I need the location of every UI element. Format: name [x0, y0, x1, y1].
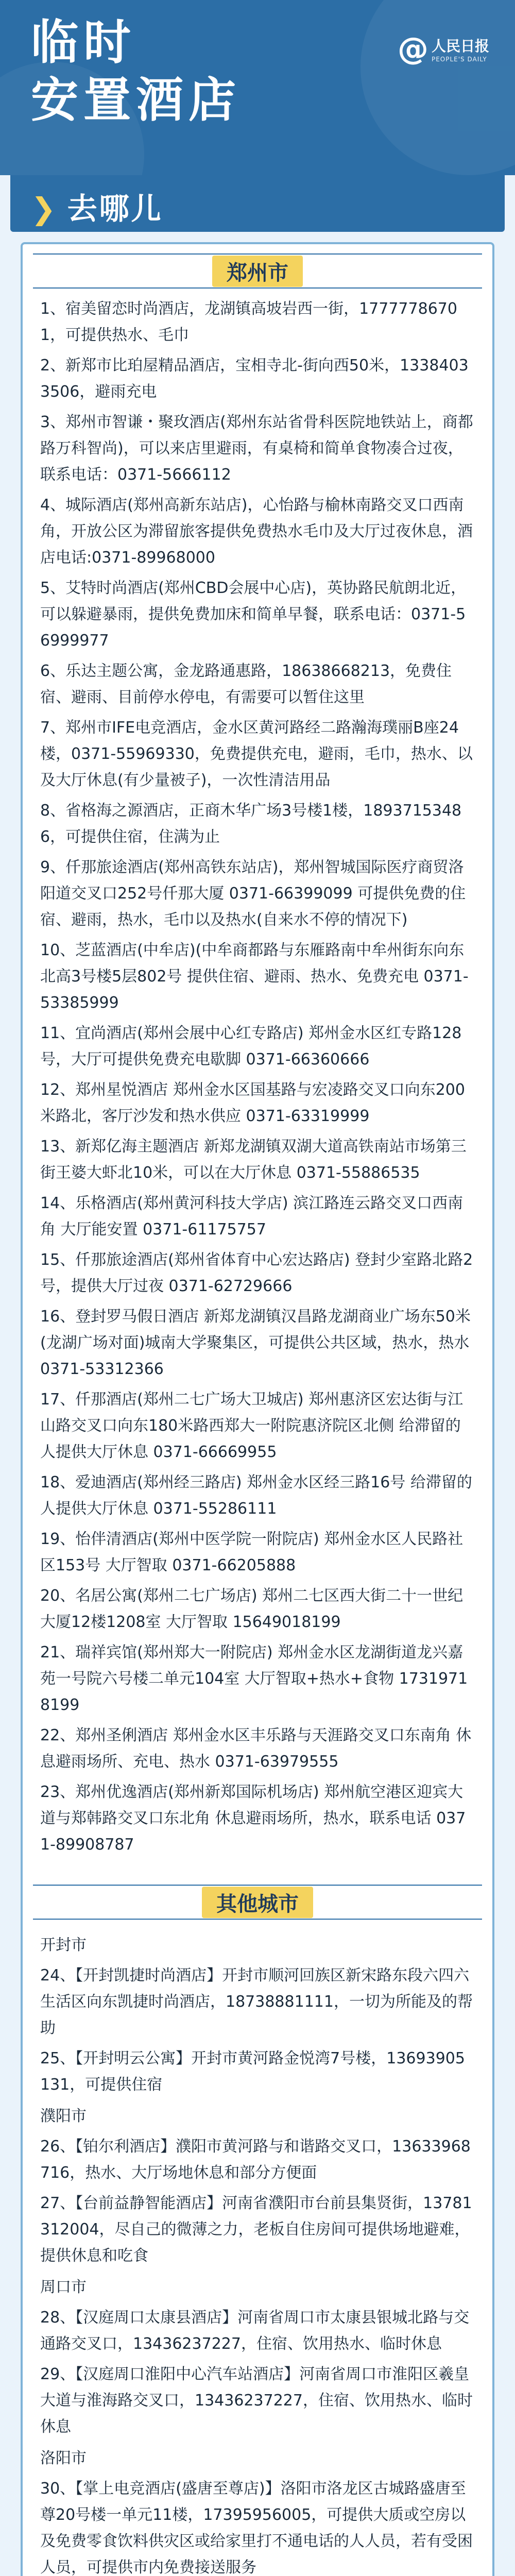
- hotel-list-item: 6、乐达主题公寓，金龙路通惠路，18638668213，免费住宿、避雨、目前停水停电，有需要可以暂住这里: [40, 662, 452, 706]
- region-name: 洛阳市: [40, 2449, 87, 2467]
- hotel-list-item: 5、艾特时尚酒店(郑州CBD会展中心店)，英协路民航朗北近，可以躲避暴雨，提供免费加床和简单早餐，联系电话：0371-56999977: [40, 579, 467, 650]
- hotel-list-item: 18、爱迪酒店(郑州经三路店) 郑州金水区经三路16号 给滞留的人提供大厅休息 0371-55286111: [40, 1473, 472, 1518]
- city-label: 郑州市: [212, 256, 303, 287]
- hotel-list-item: 23、郑州优逸酒店(郑州新郑国际机场店) 郑州航空港区迎宾大道与郑韩路交叉口东北角 休息避雨场所，热水，联系电话 0371-89908787: [40, 1783, 466, 1854]
- hotel-list-item: 22、郑州圣俐酒店 郑州金水区丰乐路与天涯路交叉口东南角 休息避雨场所、充电、热水 0371-63979555: [40, 1726, 472, 1771]
- hotel-list-item: 30、【掌上电竞酒店(盛唐至尊店)】洛阳市洛龙区古城路盛唐至尊20号楼一单元11楼，17395956005，可提供大质或空房以及免费零食饮料供灾区或给家里打不通电话的人人员，若有受困人员，可提供市内免费接送服务: [40, 2480, 473, 2576]
- hotel-list-item: 19、怡伴清酒店(郑州中医学院一附院店) 郑州金水区人民路社区153号 大厅智取 0371-66205888: [40, 1530, 464, 1574]
- page-title-line2: 安置酒店: [31, 73, 242, 128]
- region-name: 开封市: [40, 1936, 87, 1954]
- hotel-list-item: 20、名居公寓(郑州二七广场店) 郑州二七区西大街二十一世纪大厦12楼1208室 大厅智取 15649018199: [40, 1587, 464, 1631]
- section-title-text: 去哪儿: [67, 191, 163, 226]
- hotel-list-item: 15、仟那旅途酒店(郑州省体育中心宏达路店) 登封少室路北路2号，提供大厅过夜 0371-62729666: [40, 1251, 473, 1295]
- region-name: 濮阳市: [40, 2107, 87, 2125]
- other-cities-hotel-list: [23, 1920, 492, 2576]
- hotel-list-item: 17、仟那酒店(郑州二七广场大卫城店) 郑州惠济区宏达街与江山路交叉口向东180米路西郑大一附院惠济院区北侧 给滞留的人提供大厅休息 0371-66669955: [40, 1391, 464, 1461]
- logo-text-en: PEOPLE'S DAILY: [431, 56, 487, 63]
- hotel-list-item: 28、【汉庭周口太康县酒店】河南省周口市太康县银城北路与交通路交叉口，13436237227，住宿、饮用热水、临时休息: [40, 2309, 470, 2353]
- hotel-list-item: 16、登封罗马假日酒店 新郑龙湖镇汉昌路龙湖商业广场东50米(龙湖广场对面)城南大学聚集区，可提供公共区域，热水，热水 0371-53312366: [40, 1308, 471, 1378]
- zhengzhou-hotel-list: [23, 289, 492, 1858]
- logo-text-cn: 人民日报: [431, 38, 489, 55]
- hotel-list-card: [21, 242, 494, 2576]
- page-title-line1: 临时: [31, 15, 136, 70]
- hotel-list-item: 8、省格海之源酒店，正商木华广场3号楼1楼，18937153486，可提供住宿，住满为止: [40, 802, 462, 846]
- hotel-list-item: 12、郑州星悦酒店 郑州金水区国基路与宏凌路交叉口向东200米路北，客厅沙发和热水供应 0371-63319999: [40, 1081, 465, 1125]
- hotel-list-item: 3、郑州市智谦・聚玫酒店(郑州东站省骨科医院地铁站上，商都路万科智尚)，可以来店里避雨，有桌椅和简单食物凑合过夜，联系电话：0371-5666112: [40, 413, 473, 484]
- hotel-list-item: 10、芝蓝酒店(中牟店)(中牟商都路与东雁路南中牟州街东向东北高3号楼5层802号 提供住宿、避雨、热水、免费充电 0371-53385999: [40, 941, 469, 1012]
- hotel-list-item: 2、新郑市比珀屋精品酒店，宝相寺北-街向西50米，13384033506，避雨充电: [40, 357, 469, 401]
- hotel-list-item: 11、宜尚酒店(郑州会展中心红专路店) 郑州金水区红专路128号，大厅可提供免费充电歇脚 0371-66360666: [40, 1024, 462, 1069]
- peoples-daily-logo: [398, 31, 489, 67]
- hotel-list-item: 14、乐格酒店(郑州黄河科技大学店) 滨江路连云路交叉口西南角 大厅能安置 0371-61175757: [40, 1194, 464, 1239]
- region-name: 周口市: [40, 2278, 87, 2296]
- hotel-list-item: 24、【开封凯捷时尚酒店】开封市顺河回族区新宋路东段六四六生活区向东凯捷时尚酒店，18738881111，一切为所能及的帮助: [40, 1967, 473, 2037]
- section-heading-bar: [10, 175, 505, 232]
- hotel-list-item: 4、城际酒店(郑州高新东站店)，心怡路与榆林南路交叉口西南角，开放公区为滞留旅客提供免费热水毛巾及大厅过夜休息，酒店电话:0371-89968000: [40, 496, 473, 567]
- header-banner: [0, 0, 515, 175]
- hotel-list-item: 21、瑞祥宾馆(郑州郑大一附院店) 郑州金水区龙湖街道龙兴嘉苑一号院六号楼二单元104室 大厅智取+热水+食物 17319718199: [40, 1643, 468, 1714]
- city-label: 其他城市: [202, 1887, 313, 1918]
- section-title: [31, 184, 163, 228]
- at-icon: @: [397, 31, 428, 67]
- hotel-list-item: 27、【台前益静智能酒店】河南省濮阳市台前县集贤街，13781312004，尽自己的微薄之力，老板自住房间可提供场地避难，提供休息和吃食: [40, 2194, 472, 2265]
- hotel-list-item: 7、郑州市IFE电竞酒店，金水区黄河路经二路瀚海璞丽B座24楼，0371-55969330，免费提供充电，避雨，毛巾，热水、以及大厅休息(有少量被子)，一次性清洁用品: [40, 719, 473, 789]
- hotel-list-item: 1、宿美留恋时尚酒店，龙湖镇高坡岩西一街，17777786701，可提供热水、毛巾: [40, 300, 457, 344]
- chevron-right-icon: ❯: [31, 191, 58, 226]
- hotel-list-item: 13、新郑亿海主题酒店 新郑龙湖镇双湖大道高铁南站市场第三街王婆大虾北10米，可以在大厅休息 0371-55886535: [40, 1138, 467, 1182]
- hotel-list-item: 25、【开封明云公寓】开封市黄河路金悦湾7号楼，13693905131，可提供住宿: [40, 2049, 465, 2094]
- hotel-list-item: 29、【汉庭周口淮阳中心汽车站酒店】河南省周口市淮阳区羲皇大道与淮海路交叉口，13436237227，住宿、饮用热水、临时休息: [40, 2365, 473, 2436]
- hotel-list-item: 9、仟那旅途酒店(郑州高铁东站店)，郑州智城国际医疗商贸洛阳道交叉口252号仟那大厦 0371-66399099 可提供免费的住宿、避雨，热水，毛巾以及热水(自来水不停的情况下): [40, 858, 466, 929]
- header-decoration: [360, 0, 515, 175]
- hotel-list-item: 26、【铂尔利酒店】濮阳市黄河路与和谐路交叉口，13633968716，热水、大厅场地休息和部分方便面: [40, 2138, 471, 2182]
- city-heading-zhengzhou: [33, 253, 482, 289]
- city-heading-others: [33, 1885, 482, 1920]
